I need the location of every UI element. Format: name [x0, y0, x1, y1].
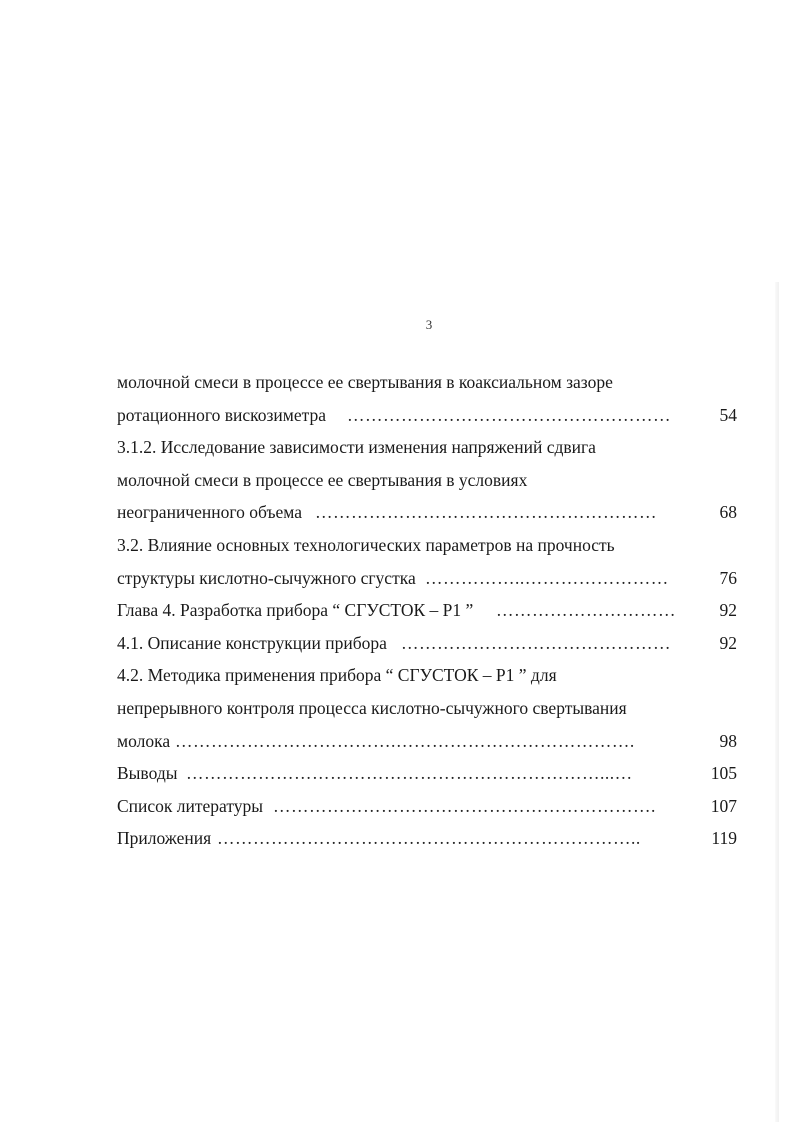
- toc-page-number: 68: [719, 502, 737, 523]
- toc-entry-text: ротационного вискозиметра: [117, 404, 326, 425]
- toc-leader-dots: ………………………………………………: [347, 404, 671, 425]
- toc-entry-text: Выводы: [117, 763, 178, 784]
- toc-page-number: 76: [719, 567, 737, 588]
- toc-entry-text: Список литературы: [117, 795, 264, 816]
- toc-line: [117, 399, 737, 432]
- toc-page-number: 92: [719, 600, 737, 621]
- toc-line: [117, 659, 737, 692]
- toc-entry-text: 4.2. Методика применения прибора “ СГУСТОК – Р1 ” для: [117, 665, 557, 686]
- toc-line: [117, 529, 737, 562]
- toc-line: [117, 366, 737, 399]
- toc-leader-dots: ……………………………………………………………...…: [186, 763, 633, 784]
- toc-line: [117, 725, 737, 758]
- toc-page-number: 54: [719, 404, 737, 425]
- toc-page-number: 105: [710, 763, 737, 784]
- toc-entry-text: структуры кислотно-сычужного сгустка: [117, 567, 416, 588]
- toc-line: [117, 431, 737, 464]
- toc-entry-text: Приложения: [117, 828, 212, 849]
- toc-leader-dots: ……………………………….………………………………….: [175, 730, 635, 751]
- scan-edge-shadow: [775, 282, 779, 1122]
- toc-line: [117, 464, 737, 497]
- toc-line: [117, 496, 737, 529]
- page-number: 3: [425, 317, 433, 332]
- toc-line: [117, 562, 737, 595]
- toc-line: [117, 757, 737, 790]
- toc-page-number: 98: [719, 730, 737, 751]
- toc-line: [117, 594, 737, 627]
- toc-leader-dots: …………………………: [496, 600, 676, 621]
- toc-entry-text: Глава 4. Разработка прибора “ СГУСТОК – Р1 ”: [117, 600, 474, 621]
- table-of-contents: [117, 366, 737, 855]
- toc-line: [117, 790, 737, 823]
- toc-entry-text: 4.1. Описание конструкции прибора: [117, 632, 387, 653]
- toc-line: [117, 692, 737, 725]
- toc-entry-text: 3.2. Влияние основных технологических параметров на прочность: [117, 534, 615, 555]
- toc-entry-text: молока: [117, 730, 171, 751]
- toc-leader-dots: …………………………………………………: [315, 502, 657, 523]
- toc-page-number: 107: [710, 795, 737, 816]
- toc-entry-text: молочной смеси в процессе ее свертывания в коаксиальном зазоре: [117, 372, 613, 392]
- toc-entry-text: непрерывного контроля процесса кислотно-сычужного свертывания: [117, 697, 627, 718]
- toc-leader-dots: ……………..……………………: [425, 567, 669, 588]
- toc-page-number: 119: [711, 828, 737, 849]
- toc-line: [117, 627, 737, 660]
- toc-leader-dots: ……………………………………………………………..: [217, 828, 641, 849]
- toc-entry-text: неограниченного объема: [117, 502, 302, 523]
- toc-entry-text: 3.1.2. Исследование зависимости изменения напряжений сдвига: [117, 437, 596, 458]
- toc-leader-dots: ………………………………………: [401, 632, 671, 653]
- toc-entry-text: молочной смеси в процессе ее свертывания в условиях: [117, 469, 528, 490]
- toc-line: [117, 822, 737, 855]
- toc-page-number: 92: [719, 632, 737, 653]
- toc-leader-dots: ……………………………………………………….: [273, 795, 656, 816]
